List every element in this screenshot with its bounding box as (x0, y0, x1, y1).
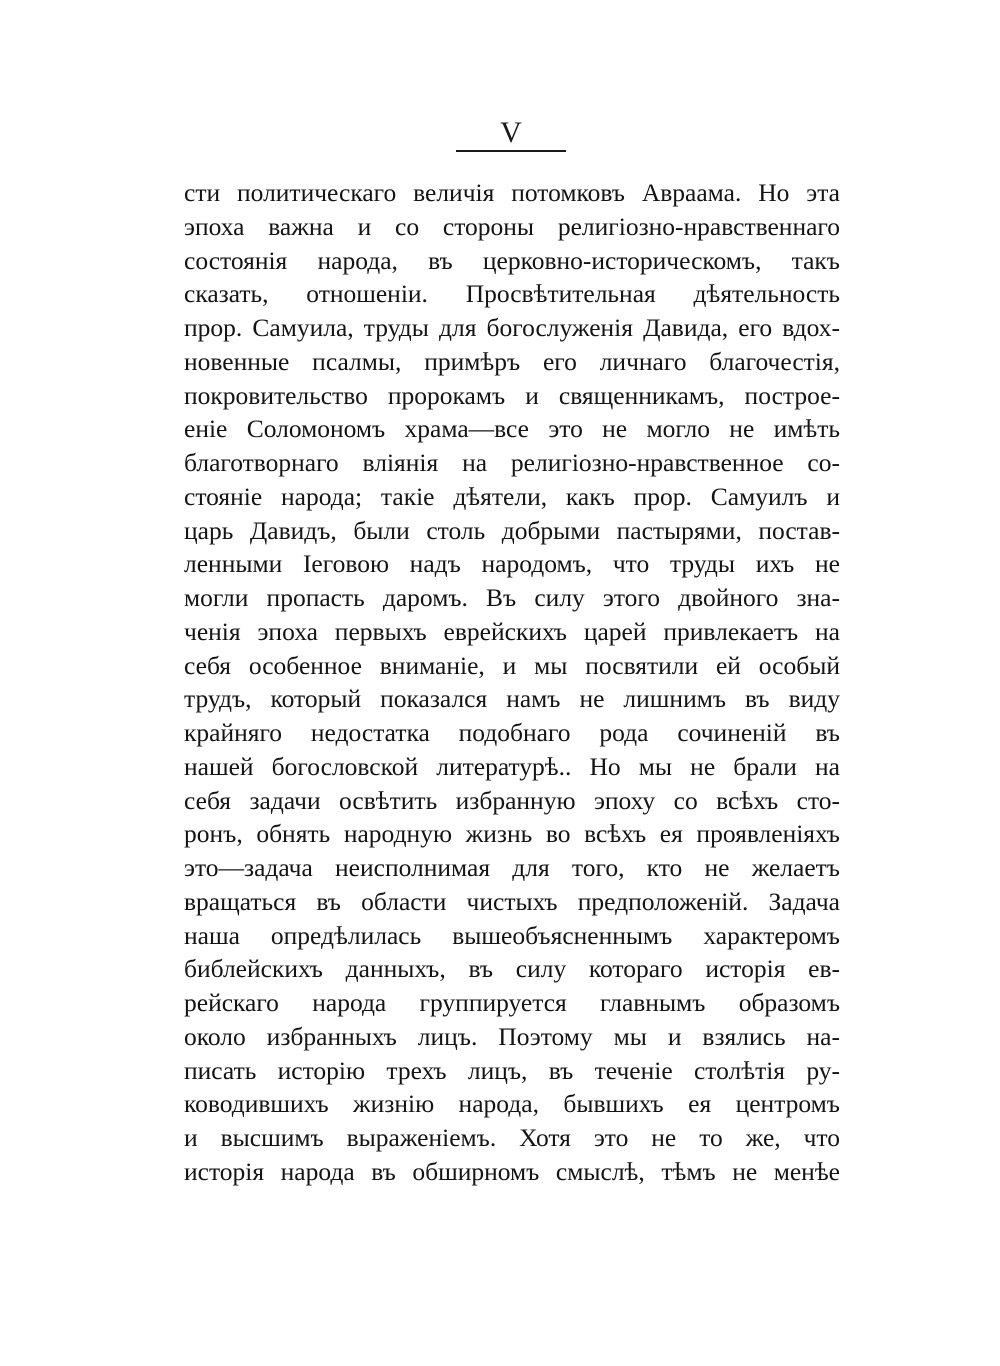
text-line: покровительство пророкамъ и священникамъ, построе- (184, 380, 840, 410)
text-line: стояніе народа; такіе дѣятели, какъ прор. Самуилъ и (184, 481, 840, 511)
text-line: новенные псалмы, примѣръ его личнаго благочестія, (184, 346, 840, 376)
page-number: V (500, 116, 522, 149)
text-line: исторія народа въ обширномъ смыслѣ, тѣмъ не менѣе (184, 1156, 840, 1186)
text-line: благотворнаго вліянія на религіозно-нравственное со- (184, 448, 840, 477)
text-line: ководившихъ жизнію народа, бывшихъ ея центромъ (184, 1089, 840, 1119)
text-line: эпоха важна и со стороны религіозно-нравственнаго (184, 211, 840, 241)
text-line: писать исторію трехъ лицъ, въ теченіе столѣтія ру- (184, 1055, 840, 1085)
text-line: могли пропасть даромъ. Въ силу этого двойного зна- (184, 583, 840, 612)
text-line: еніе Соломономъ храма—все это не могло не имѣть (184, 414, 840, 444)
text-line: себя особенное вниманіе, и мы посвятили ей особый (184, 650, 840, 680)
text-line: состоянія народа, въ церковно-историческомъ, такъ (184, 245, 840, 275)
text-line: нашей богословской литературѣ.. Но мы не брали на (184, 751, 840, 781)
text-line: наша опредѣлилась вышеобъясненнымъ характеромъ (184, 920, 840, 950)
text-line: прор. Самуила, труды для богослуженія Давида, его вдох- (184, 313, 840, 342)
text-line: сказать, отношеніи. Просвѣтительная дѣятельность (184, 279, 840, 309)
text-line: вращаться въ области чистыхъ предположеній. Задача (184, 886, 840, 916)
text-line: сти политическаго величія потомковъ Авраама. Но эта (184, 178, 840, 207)
text-line: крайняго недостатка подобнаго рода сочиненій въ (184, 718, 840, 747)
text-line: ленными Іеговою надъ народомъ, что труды ихъ не (184, 549, 840, 579)
text-line: это—задача неисполнимая для того, кто не желаетъ (184, 853, 840, 882)
text-line: ченія эпоха первыхъ еврейскихъ царей привлекаетъ на (184, 616, 840, 646)
text-line: рейскаго народа группируется главнымъ образомъ (184, 988, 840, 1017)
header-rule (456, 150, 566, 152)
text-line: ронъ, обнять народную жизнь во всѣхъ ея проявленіяхъ (184, 819, 840, 849)
body-text (184, 176, 840, 1189)
text-line: и высшимъ выраженіемъ. Хотя это не то же, что (184, 1123, 840, 1152)
text-line: трудъ, который показался намъ не лишнимъ въ виду (184, 684, 840, 714)
text-line: около избранныхъ лицъ. Поэтому мы и взялись на- (184, 1021, 840, 1051)
text-line: себя задачи освѣтить избранную эпоху со всѣхъ сто- (184, 785, 840, 815)
text-line: библейскихъ данныхъ, въ силу котораго исторія ев- (184, 954, 840, 984)
text-line: царь Давидъ, были столь добрыми пастырями, постав- (184, 515, 840, 545)
